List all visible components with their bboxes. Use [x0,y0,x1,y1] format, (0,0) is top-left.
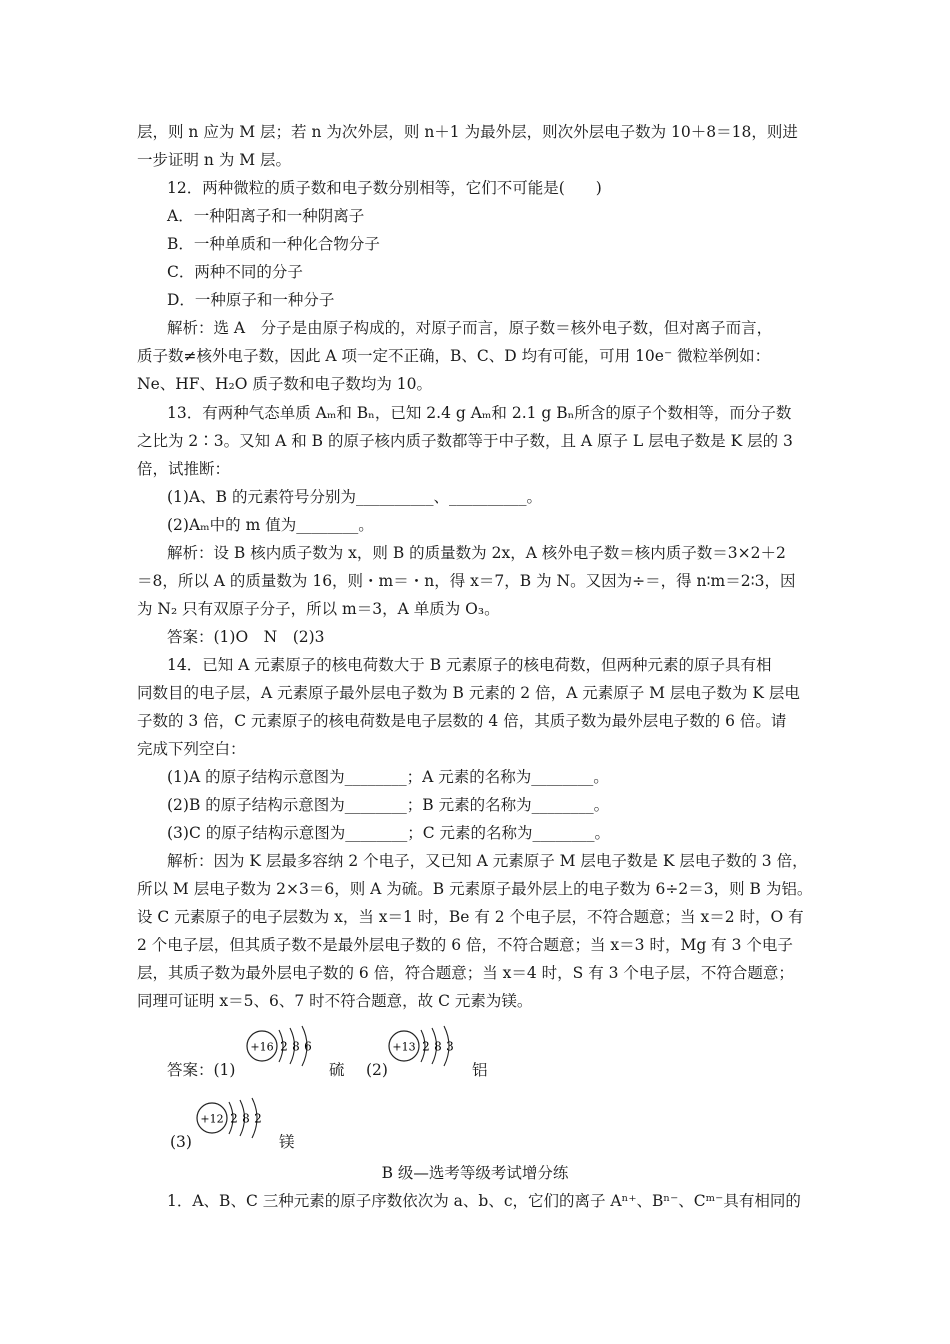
text-line: 质子数≠核外电子数，因此 A 项一定不正确，B、C、D 均有可能，可用 10e⁻ 微粒举例如： [137,347,771,365]
shell-electrons: 2 [280,1039,288,1054]
nucleus-charge: +16 [250,1040,274,1054]
option-d: D．一种原子和一种分子 [167,291,335,309]
blank-14-1: (1)A 的原子结构示意图为________；A 元素的名称为________。 [167,768,609,786]
question-14: 14．已知 A 元素原子的核电荷数大于 B 元素原子的核电荷数，但两种元素的原子具有相 [167,656,772,674]
text-line: 2 个电子层，但其质子数不是最外层电子数的 6 倍，不符合题意；当 x＝3 时，Mg 有 3 个电子 [137,936,793,954]
shell-electrons: 8 [242,1111,250,1126]
question-12: 12．两种微粒的质子数和电子数分别相等，它们不可能是( ) [167,179,602,197]
nucleus-charge: +13 [392,1040,416,1054]
section-heading: B 级—选考等级考试增分练 [381,1164,569,1182]
blank-14-2: (2)B 的原子结构示意图为________；B 元素的名称为________。 [167,796,610,814]
shell-electrons: 8 [292,1039,300,1054]
shell-electrons: 8 [434,1039,442,1054]
element-name-aluminum: 铝 [472,1061,488,1079]
text-line: 层，其质子数为最外层电子数的 6 倍，符合题意；当 x＝4 时，S 有 3 个电子层，不符合题意； [137,964,794,982]
analysis-12: 解析：选 A 分子是由原子构成的，对原子而言，原子数＝核外电子数，但对离子而言， [167,319,773,337]
text-line: 同数目的电子层，A 元素原子最外层电子数为 B 元素的 2 倍，A 元素原子 M 层电子数为 K 层电 [137,684,800,702]
text-line: 子数的 3 倍，C 元素原子的核电荷数是电子层数的 4 倍，其质子数为最外层电子数的 6 倍。请 [137,712,787,730]
text-line: 一步证明 n 为 M 层。 [137,151,292,169]
answer-14-part2-label: (2) [366,1061,388,1079]
text-line: ＝8，所以 A 的质量数为 16，则・m＝・n，得 x＝7，B 为 N。又因为÷＝，得 n∶m＝2∶3，因 [137,572,796,590]
answer-13: 答案：(1)O N (2)3 [167,628,325,646]
text-line: 倍，试推断： [137,460,231,478]
text-line: 设 C 元素原子的电子层数为 x，当 x＝1 时，Be 有 2 个电子层，不符合题意；当 x＝2 时，O 有 [137,908,804,926]
atom-diagram-magnesium [194,1096,274,1140]
question-b1: 1．A、B、C 三种元素的原子序数依次为 a、b、c，它们的离子 Aⁿ⁺、Bⁿ⁻、Cᵐ⁻具有相同的 [167,1192,801,1210]
analysis-13: 解析：设 B 核内质子数为 x，则 B 的质量数为 2x，A 核外电子数＝核内质子数＝3×2＋2 [167,544,786,562]
answer-14-prefix: 答案：(1) [167,1061,236,1079]
element-name-magnesium: 镁 [279,1133,295,1151]
text-line: 所以 M 层电子数为 2×3＝6，则 A 为硫。B 元素原子最外层上的电子数为 6÷2＝3，则 B 为铝。 [137,880,813,898]
option-a: A．一种阳离子和一种阴离子 [167,207,365,225]
question-13: 13．有两种气态单质 Aₘ和 Bₙ，已知 2.4 g Aₘ和 2.1 g Bₙ所含的原子个数相等，而分子数 [167,404,792,422]
text-line: Ne、HF、H₂O 质子数和电子数均为 10。 [137,375,433,393]
text-line: 层，则 n 应为 M 层；若 n 为次外层，则 n＋1 为最外层，则次外层电子数为 10＋8＝18，则进 [137,123,798,141]
option-c: C．两种不同的分子 [167,263,303,281]
atom-diagram-aluminum [386,1024,466,1068]
shell-electrons: 2 [230,1111,238,1126]
blank-13-1: (1)A、B 的元素符号分别为__________、__________。 [167,488,542,506]
nucleus-charge: +12 [200,1112,224,1126]
blank-13-2: (2)Aₘ中的 m 值为________。 [167,516,374,534]
element-name-sulfur: 硫 [329,1061,345,1079]
shell-electrons: 6 [304,1039,312,1054]
text-line: 同理可证明 x＝5、6、7 时不符合题意，故 C 元素为镁。 [137,992,533,1010]
blank-14-3: (3)C 的原子结构示意图为________；C 元素的名称为________。 [167,824,611,842]
answer-14-part3-label: (3) [170,1133,192,1151]
shell-electrons: 3 [446,1039,454,1054]
shell-electrons: 2 [254,1111,262,1126]
text-line: 完成下列空白： [137,740,246,758]
text-line: 之比为 2∶3。又知 A 和 B 的原子核内质子数都等于中子数，且 A 原子 L 层电子数是 K 层的 3 [137,432,793,450]
shell-electrons: 2 [422,1039,430,1054]
atom-diagram-sulfur [244,1024,324,1068]
option-b: B．一种单质和一种化合物分子 [167,235,380,253]
text-line: 为 N₂ 只有双原子分子，所以 m＝3，A 单质为 O₃。 [137,600,500,618]
analysis-14: 解析：因为 K 层最多容纳 2 个电子，又已知 A 元素原子 M 层电子数是 K 层电子数的 3 倍， [167,852,808,870]
